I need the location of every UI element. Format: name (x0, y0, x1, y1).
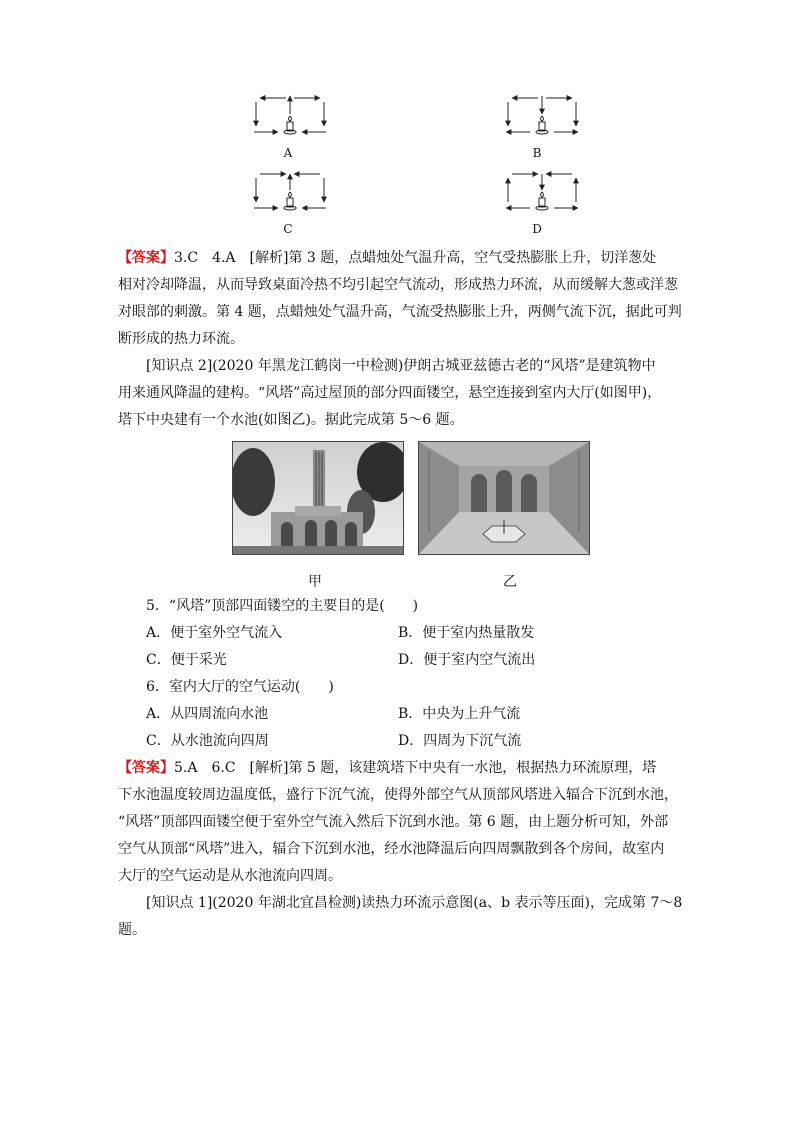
photo-caption-right: 乙 (503, 574, 517, 590)
intro-1-line-3: 塔下中央建有一个水池(如图乙)。据此完成第 5～6 题。 (118, 412, 464, 428)
photo-caption-left: 甲 (308, 574, 322, 590)
answer-1-line-2: 相对冷却降温，从而导致桌面冷热不均引起空气流动，形成热力环流，从而缓解大葱或洋葱 (118, 277, 678, 293)
question-5-option-a: A．便于室外空气流入 (146, 625, 283, 641)
question-6-option-b: B．中央为上升气流 (398, 706, 521, 722)
answer-1-line-3: 对眼部的刺激。第 4 题，点蜡烛处气温升高，气流受热膨胀上升，两侧气流下沉，据此可判 (118, 304, 682, 320)
answer-tag: 【答案】 (118, 250, 174, 266)
question-6-stem: 6．室内大厅的空气运动( ) (146, 679, 334, 695)
question-6-option-a: A．从四周流向水池 (146, 706, 269, 722)
question-5-option-c: C．便于采光 (146, 652, 227, 668)
diagram-c (250, 168, 330, 214)
diagram-label-b: B (532, 146, 542, 160)
answer-2-line-1: 【答案】5.A 6.C [解析]第 5 题，该建筑塔下中央有一水池，根据热力环流原理，塔 (118, 760, 657, 776)
photo-wind-tower-exterior (232, 441, 404, 555)
intro-1-line-2: 用来通风降温的建构。“风塔”高过屋顶的部分四面镂空，悬空连接到室内大厅(如图甲)， (118, 385, 662, 401)
intro-2-line-2: 题。 (118, 922, 146, 938)
photo-wind-tower-interior (418, 441, 590, 555)
question-5-option-d: D．便于室内空气流出 (398, 652, 536, 668)
diagram-label-d: D (532, 222, 542, 236)
answer-tag: 【答案】 (118, 760, 174, 776)
diagram-d (502, 168, 582, 214)
diagram-b (502, 92, 582, 138)
question-6-option-c: C．从水池流向四周 (146, 733, 269, 749)
answer-2-line-4: 空气从顶部“风塔”进入，辐合下沉到水池，经水池降温后向四周飘散到各个房间，故室内 (118, 841, 665, 857)
intro-1-line-1: [知识点 2](2020 年黑龙江鹤岗一中检测)伊朗古城亚兹德古老的“风塔”是建筑物中 (146, 358, 656, 374)
intro-2-line-1: [知识点 1](2020 年湖北宜昌检测)读热力环流示意图(a、b 表示等压面)，完成第 7～8 (146, 895, 683, 911)
answer-2-line-3: “风塔”顶部四面镂空便于室外空气流入然后下沉到水池。第 6 题，由上题分析可知，外部 (118, 814, 669, 830)
question-6-option-d: D．四周为下沉气流 (398, 733, 522, 749)
question-5-option-b: B．便于室内热量散发 (398, 625, 535, 641)
answer-2-line-5: 大厅的空气运动是从水池流向四周。 (118, 868, 342, 884)
answer-1-line-1: 【答案】3.C 4.A [解析]第 3 题，点蜡烛处气温升高，空气受热膨胀上升，切洋葱处 (118, 250, 657, 266)
answer-2-line-2: 下水池温度较周边温度低，盛行下沉气流，使得外部空气从顶部风塔进入辐合下沉到水池， (118, 787, 678, 803)
diagram-a (250, 92, 330, 138)
diagram-label-a: A (283, 146, 293, 160)
question-5-stem: 5．“风塔”顶部四面镂空的主要目的是( ) (146, 598, 419, 614)
answer-1-line-4: 断形成的热力环流。 (118, 331, 244, 347)
diagram-label-c: C (283, 222, 293, 236)
